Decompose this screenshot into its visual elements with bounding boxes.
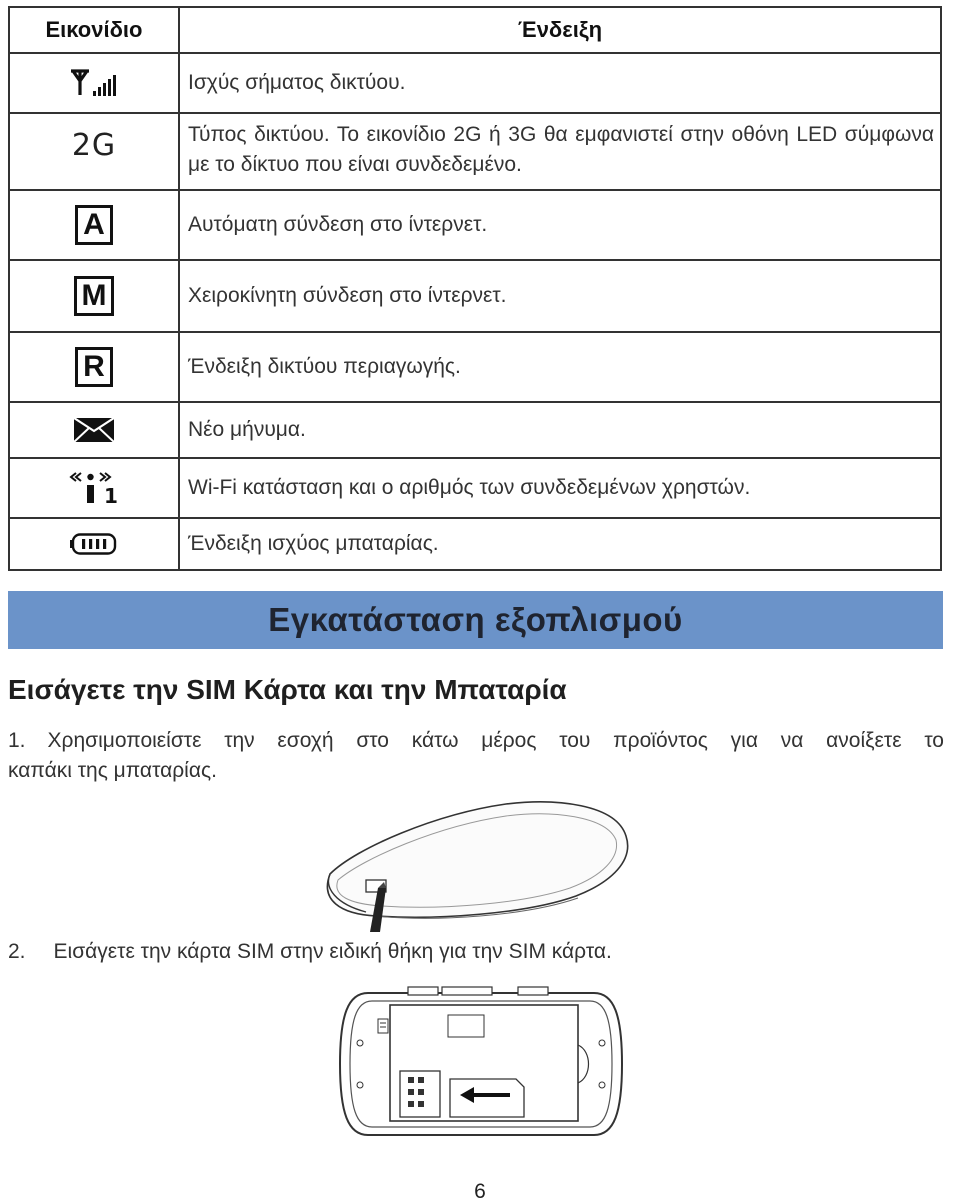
row-description: Ισχύς σήματος δικτύου. <box>179 53 941 113</box>
header-description-column: Ένδειξη <box>179 7 941 53</box>
table-row <box>9 518 941 570</box>
subheading: Εισάγετε την SIM Κάρτα και την Μπαταρία <box>8 674 567 705</box>
table-row <box>9 260 941 332</box>
step-1-text-line1: Χρησιμοποιείστε την εσοχή στο κάτω μέρος του προϊόντος για να ανοίξετε το <box>47 729 944 752</box>
table-header-row <box>9 7 941 53</box>
table-row <box>9 458 941 518</box>
roaming-icon: R <box>75 347 113 387</box>
row-description: Νέο μήνυμα. <box>179 402 941 458</box>
row-description: Τύπος δικτύου. Το εικονίδιο 2G ή 3G θα εμφανιστεί στην οθόνη LED σύμφωνα με το δίκτυο που είναι συνδεδεμένο. <box>179 113 941 190</box>
manual-connect-icon: M <box>74 276 114 316</box>
battery-icon <box>70 533 118 555</box>
table-row <box>9 332 941 402</box>
row-description: Ένδειξη ισχύος μπαταρίας. <box>179 518 941 570</box>
device-cover-illustration <box>316 796 636 932</box>
header-icon-column: Εικονίδιο <box>9 7 179 53</box>
row-description: Wi-Fi κατάσταση και ο αριθμός των συνδεδεμένων χρηστών. <box>179 458 941 518</box>
step-number: 2. <box>8 940 26 963</box>
signal-strength-icon <box>67 65 121 101</box>
table-row <box>9 402 941 458</box>
table-row <box>9 113 941 190</box>
table-row <box>9 53 941 113</box>
row-description: Χειροκίνητη σύνδεση στο ίντερνετ. <box>179 260 941 332</box>
wifi-users-icon <box>66 470 122 506</box>
row-description: Ένδειξη δικτύου περιαγωγής. <box>179 332 941 402</box>
auto-connect-icon: A <box>75 205 113 245</box>
row-description: Αυτόματη σύνδεση στο ίντερνετ. <box>179 190 941 260</box>
envelope-icon <box>74 418 114 442</box>
status-icon-table <box>8 6 942 571</box>
network-type-2g-icon: 2G <box>71 128 117 163</box>
wifi-users-count: 1 <box>104 484 118 506</box>
step-2-text: Εισάγετε την κάρτα SIM στην ειδική θήκη για την SIM κάρτα. <box>53 940 612 963</box>
step-number: 1. <box>8 729 26 752</box>
table-row <box>9 190 941 260</box>
step-1-text-line2: καπάκι της μπαταρίας. <box>8 759 217 782</box>
section-banner <box>8 591 943 649</box>
step-1 <box>8 726 944 786</box>
step-2 <box>8 940 612 964</box>
section-title: Εγκατάσταση εξοπλισμού <box>268 601 683 638</box>
sim-slot-illustration <box>338 985 624 1143</box>
page-number: 6 <box>474 1180 486 1203</box>
